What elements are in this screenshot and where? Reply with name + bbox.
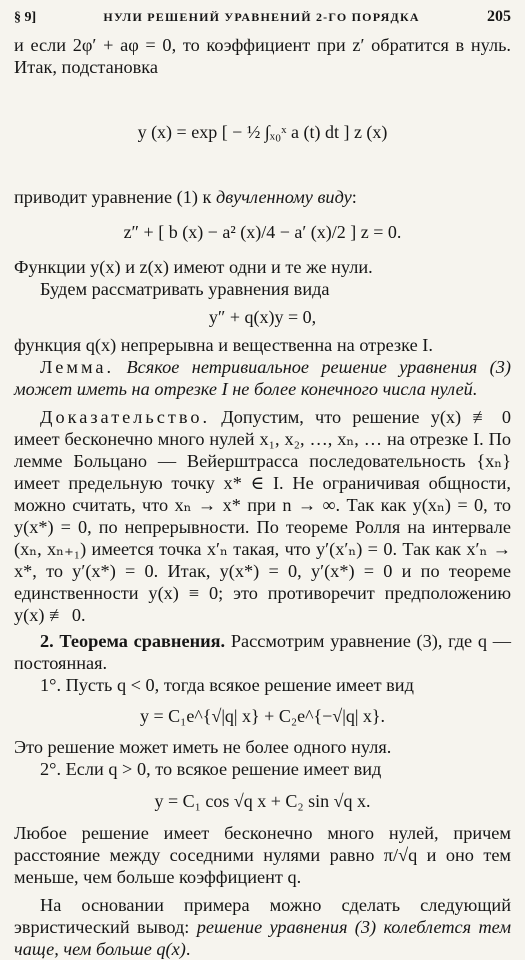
text-fragment: На основании примера можно сделать следующий эвристический вывод: [14,895,511,937]
paragraph-substitution-intro: и если 2φ′ + aφ = 0, то коэффициент при z′ обратится в нуль. Итак, подстановка [14,35,511,77]
lemma-statement: Всякое нетривиальное решение уравнения (3) может иметь на отрезке I не более конечного числа нулей. [14,357,511,399]
lemma-label: Лемма. [40,357,115,377]
text-fragment: приводит уравнение (1) к [14,187,216,207]
formula-substitution: y (x) = exp [ − ½ ∫ₓ₀ˣ a (t) dt ] z (x) [137,121,388,142]
formula-case-1: y = C₁e^{√|q| x} + C₂e^{−√|q| x}. [139,705,386,726]
formula-equation-3: y″ + q(x)y = 0, [208,306,317,327]
paragraph-same-zeros: Функции y(x) и z(x) имеют одни и те же нули. [14,257,373,277]
formula-case-2: y = C₁ cos √q x + C₂ sin √q x. [154,790,371,811]
page-number: 205 [487,8,511,25]
text-fragment: : [351,187,357,207]
theorem-comparison [14,630,511,674]
proof [14,406,511,626]
emphasis-binomial: двучленному виду [216,187,352,207]
lemma [14,356,511,400]
paragraph-heuristic [14,894,511,960]
case-1: 1°. Пусть q < 0, тогда всякое решение имеет вид [40,675,414,695]
theorem-label: 2. Теорема сравнения. [40,631,226,651]
paragraph-one-zero: Это решение может иметь не более одного нуля. [14,737,392,757]
paragraph-continuity: функция q(x) непрерывна и вещественна на отрезке I. [14,335,433,355]
proof-body: Допустим, что решение y(x) ≢ 0 имеет бесконечно много нулей x₁, x₂, …, xₙ, … на отрезке I. По лемме Больцано — Вейерштрасса последовательность {xₙ} имеет предельную точку x* ∈ I. Не ограничивая общности, можно считать, что xₙ → x* при n → ∞. Так как y(xₙ) = 0, то y(x*) = 0, по непрерывности. По теореме Ролля на интервале (xₙ, xₙ₊₁) имеется точка x′ₙ такая, что y′(x′ₙ) = 0. Так как x′ₙ → x*, то y′(x*) = 0. Итак, y(x*) = 0, y′(x*) = 0 и по теореме единственности y(x) ≡ 0; это противоречит предположению y(x) ≢ 0. [14,407,511,625]
running-title: НУЛИ РЕШЕНИЙ УРАВНЕНИЙ 2-ГО ПОРЯДКА [103,10,420,24]
paragraph-binomial-form [14,186,511,208]
paragraph-infinite-zeros: Любое решение имеет бесконечно много нулей, причем расстояние между соседними нулями равно π/√q и оно тем меньше, чем больше коэффициент q. [14,823,511,887]
text-fragment: . [185,939,191,959]
proof-label: Доказательство. [40,407,211,427]
running-header [14,8,511,34]
section-ref: § 9] [14,10,37,25]
emphasis-heuristic: решение уравнения (3) колеблется тем чаще, чем больше q(x) [14,917,511,959]
theorem-body: Рассмотрим уравнение (3), где q — постоянная. [14,631,511,673]
case-2: 2°. Если q > 0, то всякое решение имеет вид [40,759,382,779]
paragraph-consider-equations: Будем рассматривать уравнения вида [40,279,330,299]
formula-binomial-equation: z″ + [ b (x) − a² (x)/4 − a′ (x)/2 ] z = 0. [123,221,402,242]
